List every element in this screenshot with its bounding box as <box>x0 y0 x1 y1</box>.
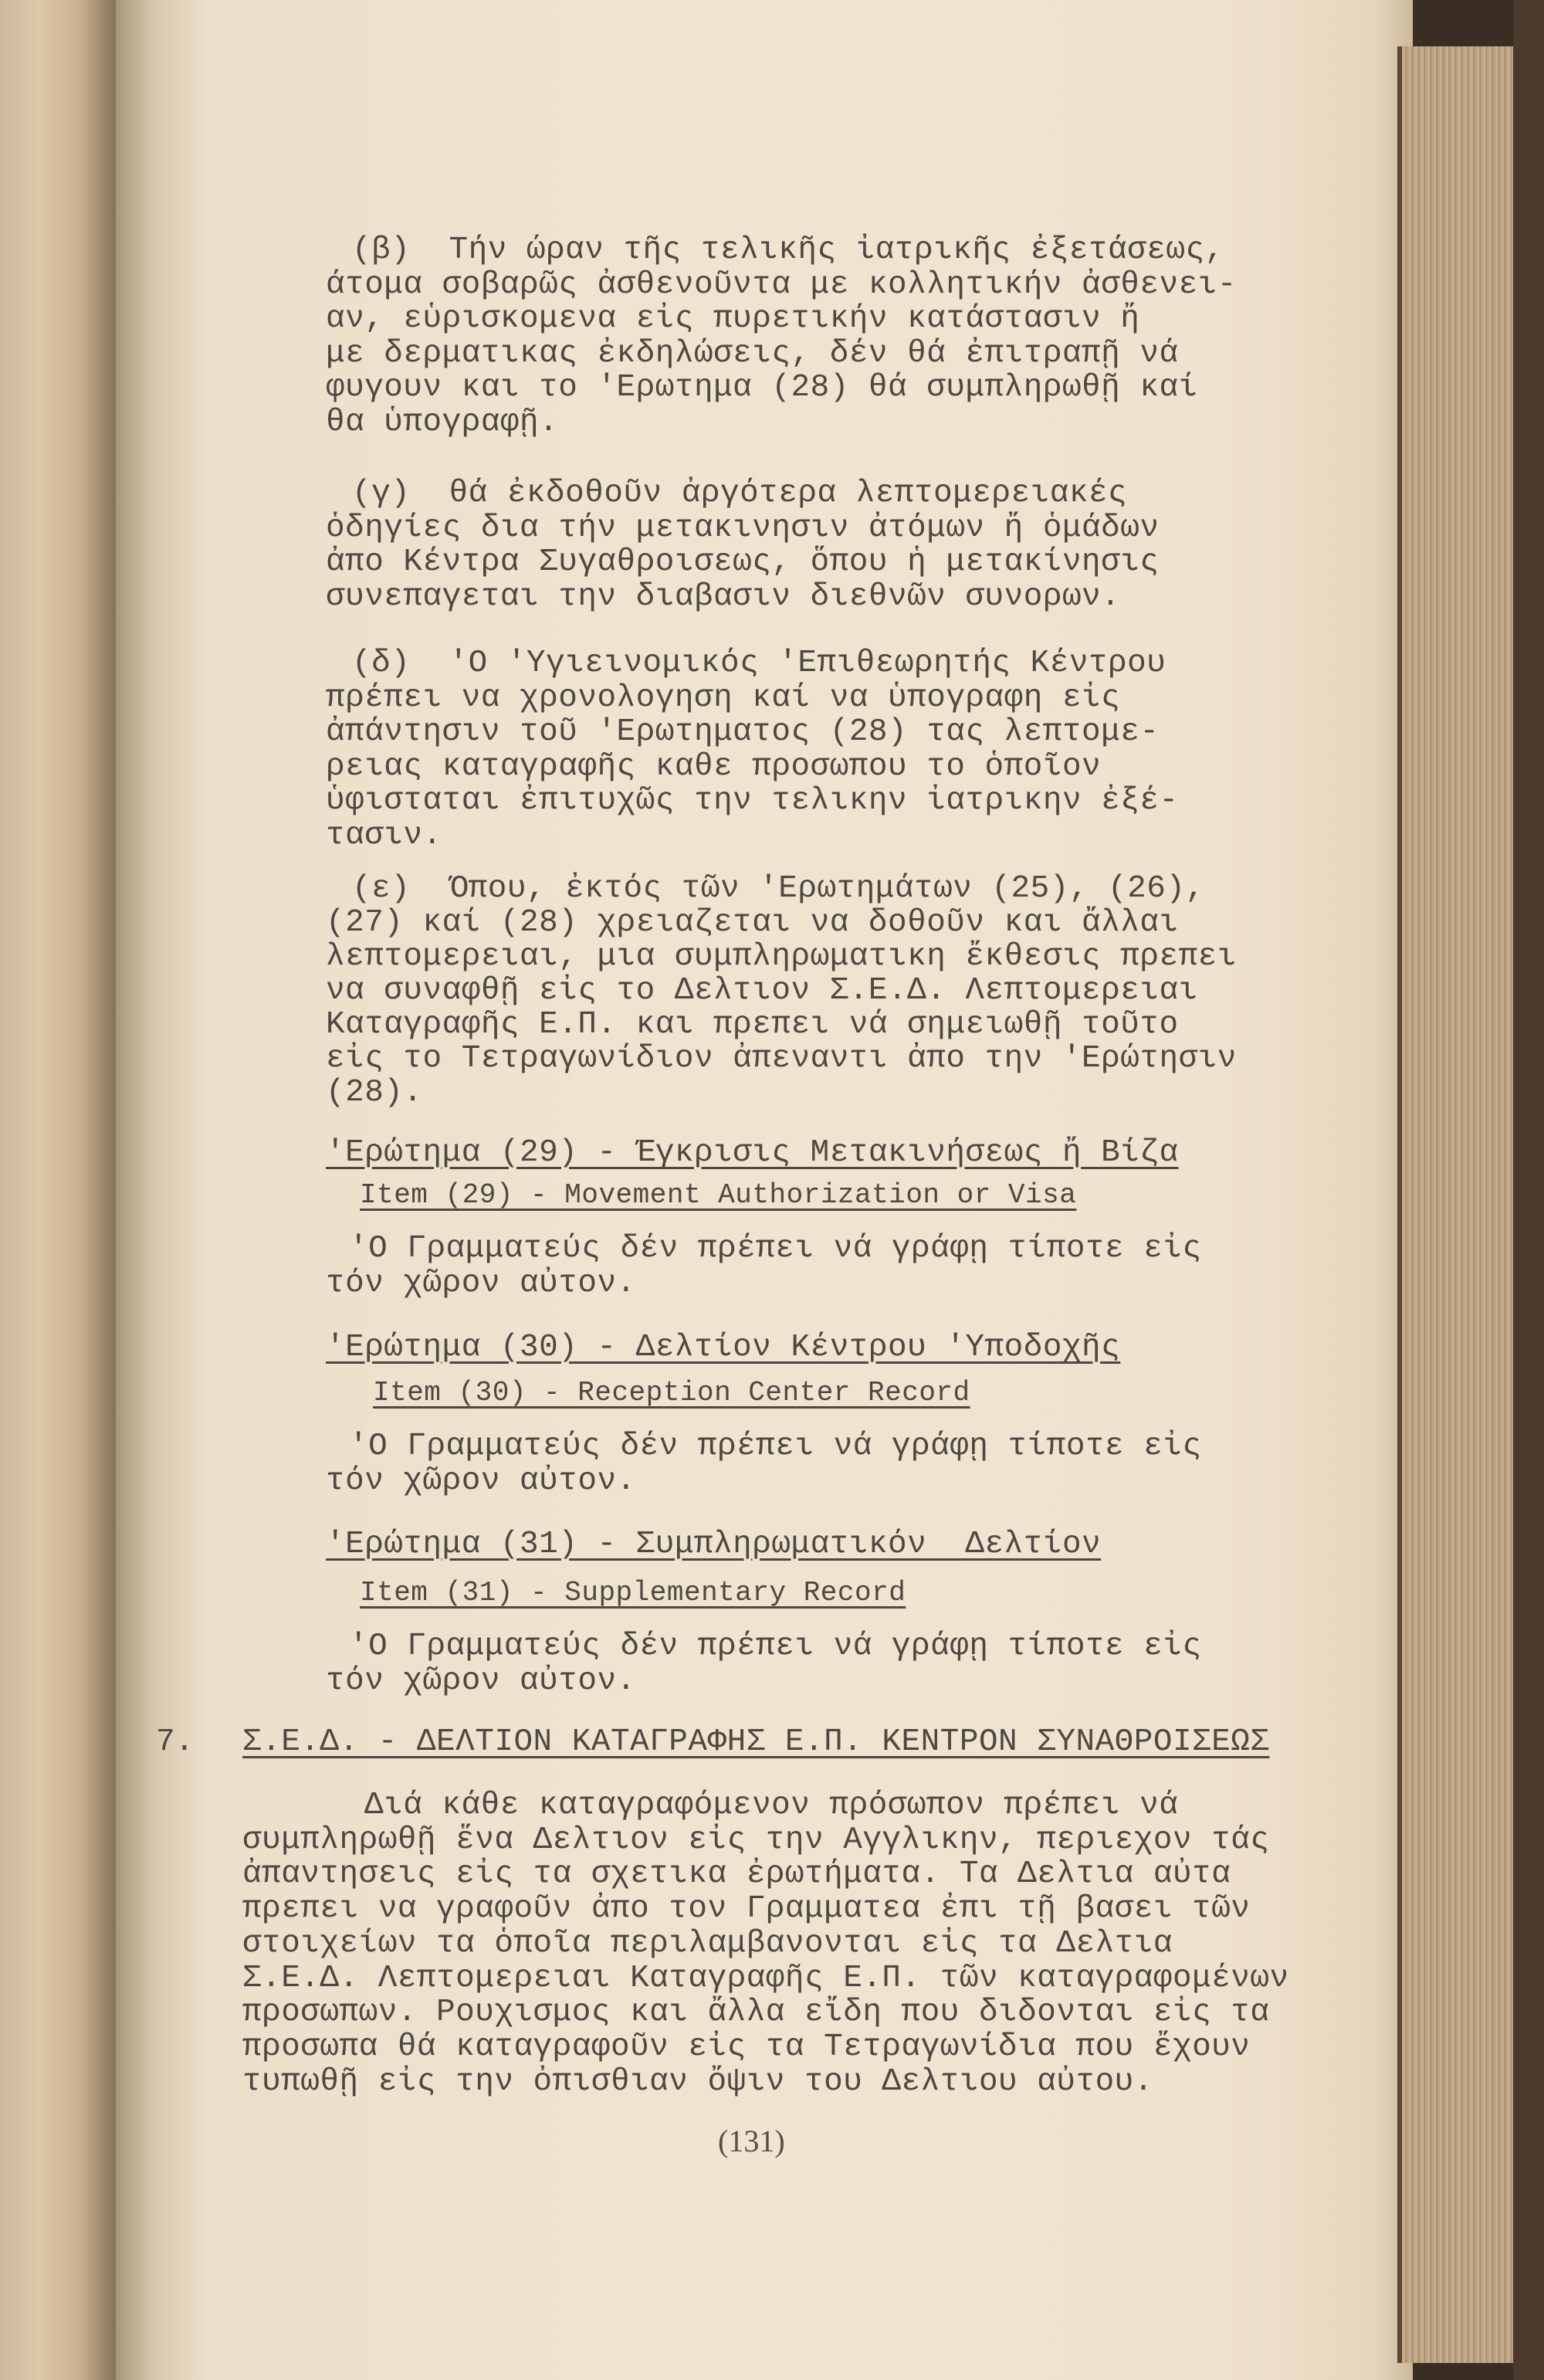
para-epsilon-line: να συναφθῇ εἰς το Δελτιον Σ.Ε.Δ. Λεπτομερειαι <box>326 973 1198 1009</box>
section-7-paragraph-line: προσωπα θά καταγραφοῦν εἰς τα Τετραγωνίδια που ἔχουν <box>242 2029 1251 2065</box>
note-item-30-line: 'Ο Γραμματεύς δέν πρέπει νά γράφῃ τίποτε εἰς <box>349 1429 1202 1464</box>
page-stack-edge <box>1397 46 1525 2363</box>
para-beta-line: με δερματικας ἐκδηλώσεις, δέν θά ἐπιτραπῇ νά <box>326 335 1179 371</box>
section-7-heading-line: Σ.Ε.Δ. - ΔΕΛΤΙΟΝ ΚΑΤΑΓΡΑΦΗΣ Ε.Π. ΚΕΝΤΡΟΝ ΣΥΝΑΘΡΟΙΣΕΩΣ <box>242 1724 1270 1760</box>
para-delta-line: ἀπάντησιν τοῦ 'Ερωτηματος (28) τας λεπτομε- <box>326 714 1160 750</box>
para-gamma-line: (γ) θά ἐκδοθοῦν ἀργότερα λεπτομερειακές <box>352 476 1128 511</box>
note-item-29-line: τόν χῶρον αὐτον. <box>326 1266 636 1301</box>
para-epsilon-line: Καταγραφῆς Ε.Π. και πρεπει νά σημειωθῇ τοῦτο <box>326 1007 1179 1043</box>
para-delta-line: τασιν. <box>326 817 442 853</box>
para-beta-line: άτομα σοβαρῶς ἀσθενοῦντα με κολλητικήν ἀσθενει- <box>326 266 1237 303</box>
para-epsilon-line: (ε) Όπου, ἐκτός τῶν 'Ερωτημάτων (25), (26), <box>352 871 1205 907</box>
heading-item-29-english-line: Item (29) - Movement Authorization or Visa <box>360 1179 1077 1211</box>
section-number: 7. <box>156 1724 195 1760</box>
heading-item-29-greek-line: 'Ερώτημα (29) - Έγκρισις Μετακινήσεως ἤ Βίζα <box>326 1135 1179 1171</box>
para-gamma-line: ὁδηγίες δια τήν μετακινησιν ἀτόμων ἤ ὁμάδων <box>326 510 1160 546</box>
para-epsilon-line: (28). <box>326 1075 423 1110</box>
para-epsilon-line: εἰς το Τετραγωνίδιον ἀπεναντι ἀπο την 'Ερώτησιν <box>326 1041 1237 1076</box>
note-item-31-line: 'Ο Γραμματεύς δέν πρέπει νά γράφῃ τίποτε εἰς <box>349 1629 1202 1664</box>
note-item-29-line: 'Ο Γραμματεύς δέν πρέπει νά γράφῃ τίποτε εἰς <box>349 1231 1202 1266</box>
heading-item-30-greek-line: 'Ερώτημα (30) - Δελτίον Κέντρου 'Υποδοχῆς <box>326 1330 1121 1365</box>
section-7-paragraph-line: στοιχείων τα ὁποῖα περιλαμβανονται εἰς τα Δελτια <box>242 1925 1173 1961</box>
para-gamma-line: συνεπαγεται την διαβασιν διεθνῶν συνορων. <box>326 578 1121 615</box>
para-delta-line: πρέπει να χρονολογηση καί να ὑπογραφη εἰς <box>326 680 1121 716</box>
page-number: (131) <box>718 2124 785 2158</box>
para-gamma-line: ἀπο Κέντρα Συγαθροισεως, ὅπου ἡ μετακίνησις <box>326 544 1160 580</box>
para-beta-line: (β) Τήν ώραν τῆς τελικῆς ἰατρικῆς ἐξετάσεως, <box>352 232 1224 268</box>
heading-item-31-greek-line: 'Ερώτημα (31) - Συμπληρωματικόν Δελτίον <box>326 1527 1102 1562</box>
facing-page-edge <box>0 0 131 2380</box>
para-beta-line: φυγουν και το 'Ερωτημα (28) θά συμπληρωθῇ καί <box>326 370 1198 405</box>
section-7-paragraph-line: τυπωθῇ εἰς την ὀπισθιαν ὄψιν του Δελτιου αὐτου. <box>242 2063 1153 2100</box>
book-cover-edge <box>1513 0 1544 2380</box>
para-epsilon-line: (27) καί (28) χρειαζεται να δοθοῦν και ἄλλαι <box>326 905 1179 941</box>
para-epsilon-line: λεπτομερειαι, μια συμπληρωματικη ἔκθεσις πρεπει <box>326 939 1237 975</box>
section-7-paragraph-line: Διά κάθε καταγραφόμενον πρόσωπον πρέπει νά <box>364 1788 1179 1823</box>
note-item-31-line: τόν χῶρον αὐτον. <box>326 1663 636 1699</box>
section-7-paragraph-line: προσωπων. Ρουχισμος και ἄλλα εἴδη που διδονται εἰς τα <box>242 1995 1270 2031</box>
section-7-paragraph-line: Σ.Ε.Δ. Λεπτομερειαι Καταγραφῆς Ε.Π. τῶν καταγραφομένων <box>242 1960 1289 1996</box>
section-7-paragraph-line: ἀπαντησεις εἰς τα σχετικα ἐρωτήματα. Τα Δελτια αὐτα <box>242 1856 1231 1893</box>
para-beta-line: αν, εὑρισκομενα εἰς πυρετικήν κατάστασιν ἤ <box>326 301 1140 337</box>
note-item-30-line: τόν χῶρον αὐτον. <box>326 1463 636 1499</box>
para-delta-line: (δ) 'Ο 'Υγιεινομικός 'Επιθεωρητής Κέντρου <box>352 646 1166 681</box>
section-7-paragraph-line: συμπληρωθῇ ἕνα Δελτιον εἰς την Αγγλικην, περιεχον τάς <box>242 1822 1270 1858</box>
para-delta-line: ρειας καταγραφῆς καθε προσωπου το ὁποῖον <box>326 748 1102 785</box>
heading-item-31-english-line: Item (31) - Supplementary Record <box>360 1577 906 1609</box>
para-delta-line: ὑφισταται ἐπιτυχῶς την τελικην ἰατρικην ἐξέ- <box>326 783 1179 819</box>
section-7-paragraph-line: πρεπει να γραφοῦν ἀπο τον Γραμματεα ἐπι τῇ βασει τῶν <box>242 1891 1251 1927</box>
para-beta-line: θα ὑπογραφῇ. <box>326 404 559 440</box>
heading-item-30-english-line: Item (30) - Reception Center Record <box>373 1377 970 1409</box>
